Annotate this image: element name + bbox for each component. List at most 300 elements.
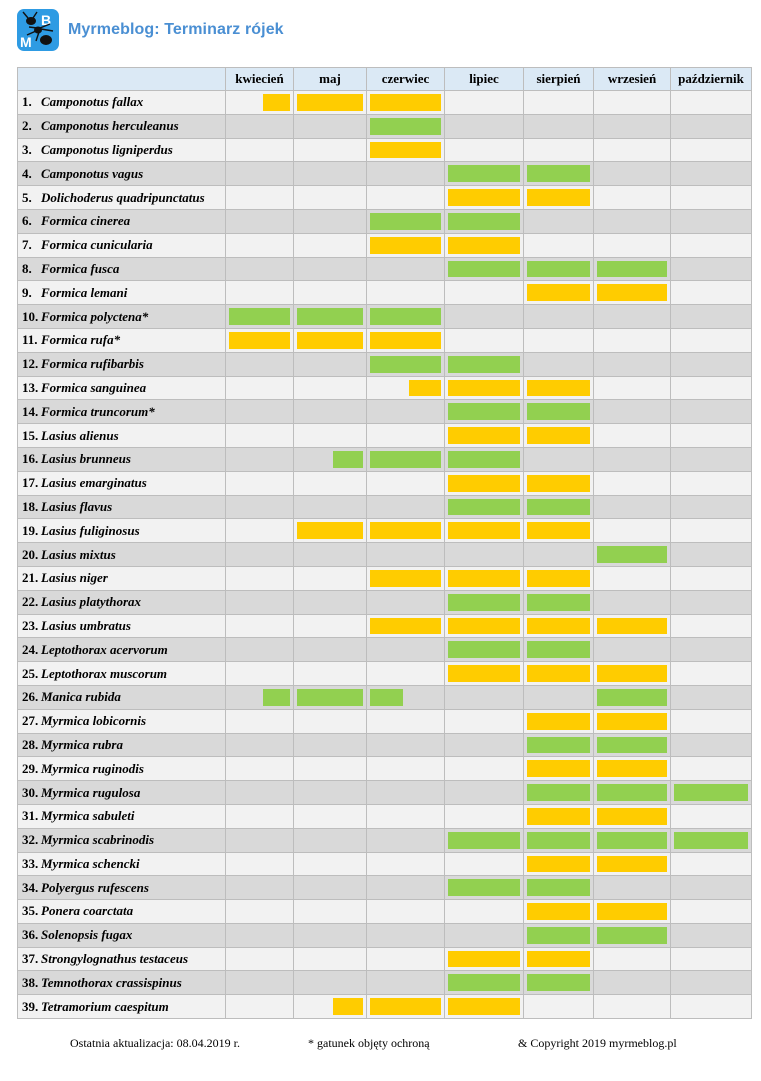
month-cell — [594, 162, 671, 186]
month-cell — [524, 209, 594, 233]
month-cell — [367, 281, 445, 305]
species-name: Dolichoderus quadripunctatus — [41, 189, 205, 205]
month-cell — [294, 138, 367, 162]
month-cell — [594, 757, 671, 781]
table-row — [18, 471, 752, 495]
swarm-bar-yellow — [370, 618, 441, 635]
month-cell — [594, 900, 671, 924]
month-cell — [367, 424, 445, 448]
species-number: 13. — [22, 379, 39, 395]
species-number: 6. — [22, 213, 32, 229]
species-name: Lasius fuliginosus — [41, 522, 140, 538]
table-row — [18, 257, 752, 281]
month-cell — [445, 614, 524, 638]
month-cell — [226, 614, 294, 638]
swarm-bar-yellow — [527, 951, 590, 968]
month-cell — [594, 233, 671, 257]
month-cell — [524, 91, 594, 115]
month-cell — [594, 114, 671, 138]
month-cell — [226, 757, 294, 781]
species-name: Formica polyctena* — [41, 308, 149, 324]
species-name: Solenopsis fugax — [41, 927, 133, 943]
species-name: Ponera coarctata — [41, 903, 134, 919]
table-row — [18, 162, 752, 186]
month-cell — [226, 519, 294, 543]
month-cell — [524, 923, 594, 947]
month-cell — [367, 114, 445, 138]
month-cell — [367, 91, 445, 115]
month-cell — [524, 971, 594, 995]
month-cell — [524, 543, 594, 567]
swarm-bar-green — [448, 879, 520, 896]
month-cell — [594, 138, 671, 162]
month-cell — [367, 828, 445, 852]
month-cell — [524, 376, 594, 400]
month-cell — [524, 757, 594, 781]
swarm-bar-green — [527, 927, 590, 944]
month-cell — [671, 733, 752, 757]
month-cell — [445, 852, 524, 876]
species-name: Lasius umbratus — [41, 617, 131, 633]
species-name-cell — [18, 614, 226, 638]
table-row — [18, 947, 752, 971]
month-cell — [367, 995, 445, 1019]
month-cell — [524, 709, 594, 733]
species-name: Lasius mixtus — [41, 546, 116, 562]
month-cell — [294, 971, 367, 995]
month-cell — [594, 424, 671, 448]
month-cell — [594, 995, 671, 1019]
month-cell — [445, 328, 524, 352]
species-name: Formica rufibarbis — [41, 356, 144, 372]
month-cell — [367, 519, 445, 543]
species-name: Formica fusca — [41, 260, 120, 276]
species-name: Myrmica scabrinodis — [41, 832, 155, 848]
month-cell — [671, 233, 752, 257]
species-name: Lasius niger — [41, 570, 108, 586]
month-cell — [294, 328, 367, 352]
swarm-bar-green — [597, 927, 667, 944]
month-cell — [367, 685, 445, 709]
swarm-bar-green — [448, 451, 520, 468]
table-row — [18, 519, 752, 543]
month-cell — [367, 733, 445, 757]
swarm-bar-yellow — [527, 808, 590, 825]
month-cell — [367, 495, 445, 519]
swarm-bar-green — [527, 499, 590, 516]
species-number: 12. — [22, 356, 39, 372]
month-cell — [294, 757, 367, 781]
month-cell — [445, 662, 524, 686]
swarm-bar-green — [229, 308, 290, 325]
month-cell — [294, 781, 367, 805]
month-cell — [671, 947, 752, 971]
table-row — [18, 590, 752, 614]
swarm-bar-green — [448, 594, 520, 611]
species-number: 3. — [22, 141, 32, 157]
swarm-bar-yellow — [448, 427, 520, 444]
month-cell — [524, 447, 594, 471]
month-cell — [524, 281, 594, 305]
month-cell — [671, 352, 752, 376]
swarm-bar-green — [527, 879, 590, 896]
month-cell — [671, 138, 752, 162]
species-name-cell — [18, 328, 226, 352]
month-cell — [671, 638, 752, 662]
month-cell — [294, 662, 367, 686]
month-cell — [226, 495, 294, 519]
swarm-bar-yellow — [597, 618, 667, 635]
table-header-row — [18, 68, 752, 91]
month-cell — [294, 900, 367, 924]
month-header: październik — [671, 68, 752, 91]
species-number: 18. — [22, 498, 39, 514]
table-row — [18, 186, 752, 210]
month-cell — [524, 114, 594, 138]
month-cell — [294, 828, 367, 852]
month-cell — [226, 162, 294, 186]
table-row — [18, 566, 752, 590]
swarm-bar-yellow — [448, 189, 520, 206]
month-cell — [524, 328, 594, 352]
swarm-bar-green — [448, 832, 520, 849]
month-cell — [226, 91, 294, 115]
species-number: 31. — [22, 808, 39, 824]
month-cell — [445, 638, 524, 662]
swarm-bar-green — [597, 832, 667, 849]
month-cell — [367, 876, 445, 900]
swarm-bar-green — [527, 594, 590, 611]
swarm-bar-yellow — [527, 665, 590, 682]
month-cell — [226, 971, 294, 995]
month-cell — [671, 114, 752, 138]
species-name: Camponotus fallax — [41, 94, 144, 110]
swarm-bar-yellow — [370, 998, 441, 1015]
species-name-cell — [18, 495, 226, 519]
species-name-cell — [18, 281, 226, 305]
species-name-cell — [18, 91, 226, 115]
month-cell — [445, 543, 524, 567]
swarm-bar-yellow — [597, 665, 667, 682]
month-cell — [671, 971, 752, 995]
species-number: 21. — [22, 570, 39, 586]
month-cell — [445, 400, 524, 424]
month-cell — [226, 424, 294, 448]
species-name: Strongylognathus testaceus — [41, 951, 189, 967]
month-cell — [594, 781, 671, 805]
month-cell — [524, 257, 594, 281]
month-cell — [671, 257, 752, 281]
month-cell — [294, 566, 367, 590]
species-name: Lasius flavus — [41, 498, 113, 514]
month-cell — [367, 590, 445, 614]
month-cell — [594, 804, 671, 828]
month-cell — [367, 638, 445, 662]
month-cell — [226, 781, 294, 805]
month-cell — [594, 400, 671, 424]
species-number: 32. — [22, 832, 39, 848]
month-cell — [445, 519, 524, 543]
copyright-text: & Copyright 2019 myrmeblog.pl — [518, 1036, 677, 1050]
swarm-bar-yellow — [448, 998, 520, 1015]
month-cell — [671, 852, 752, 876]
month-cell — [367, 162, 445, 186]
swarm-bar-yellow — [527, 760, 590, 777]
species-name: Formica lemani — [41, 284, 128, 300]
swarm-bar-yellow — [527, 903, 590, 920]
swarm-bar-yellow — [597, 856, 667, 873]
swarm-bar-green — [370, 356, 441, 373]
species-name: Myrmica lobicornis — [41, 713, 147, 729]
month-cell — [524, 400, 594, 424]
swarm-bar-yellow — [448, 951, 520, 968]
species-name: Leptothorax acervorum — [41, 641, 168, 657]
species-number: 14. — [22, 403, 39, 419]
month-cell — [594, 947, 671, 971]
species-number: 35. — [22, 903, 39, 919]
ant-logo-icon[interactable] — [17, 9, 59, 51]
month-cell — [671, 995, 752, 1019]
species-name-cell — [18, 638, 226, 662]
species-number: 8. — [22, 260, 32, 276]
month-cell — [294, 400, 367, 424]
species-name: Formica truncorum* — [41, 403, 155, 419]
month-cell — [294, 923, 367, 947]
month-cell — [524, 352, 594, 376]
month-cell — [524, 828, 594, 852]
month-cell — [367, 662, 445, 686]
species-number: 39. — [22, 998, 39, 1014]
table-row — [18, 495, 752, 519]
table-row — [18, 209, 752, 233]
month-cell — [226, 447, 294, 471]
month-cell — [367, 543, 445, 567]
species-number: 16. — [22, 451, 39, 467]
swarm-bar-yellow — [263, 94, 291, 111]
species-name-cell — [18, 471, 226, 495]
month-cell — [367, 757, 445, 781]
species-name-cell — [18, 257, 226, 281]
month-cell — [594, 495, 671, 519]
month-cell — [594, 590, 671, 614]
month-cell — [226, 709, 294, 733]
species-number: 28. — [22, 736, 39, 752]
species-name-cell — [18, 828, 226, 852]
month-header: kwiecień — [226, 68, 294, 91]
month-cell — [294, 91, 367, 115]
month-cell — [294, 995, 367, 1019]
month-cell — [367, 900, 445, 924]
svg-text:B: B — [41, 12, 52, 28]
swarm-bar-yellow — [527, 522, 590, 539]
species-number: 17. — [22, 475, 39, 491]
last-updated-text: Ostatnia aktualizacja: 08.04.2019 r. — [70, 1036, 240, 1050]
swarm-bar-yellow — [597, 284, 667, 301]
table-row — [18, 971, 752, 995]
species-name-cell — [18, 543, 226, 567]
month-cell — [294, 614, 367, 638]
month-cell — [226, 590, 294, 614]
swarming-schedule-table — [17, 67, 752, 1019]
species-name: Camponotus vagus — [41, 165, 144, 181]
month-cell — [226, 281, 294, 305]
swarm-bar-yellow — [448, 380, 520, 397]
swarm-bar-yellow — [370, 522, 441, 539]
month-cell — [445, 424, 524, 448]
species-number: 10. — [22, 308, 39, 324]
month-cell — [594, 733, 671, 757]
swarm-bar-green — [527, 261, 590, 278]
swarm-bar-green — [597, 784, 667, 801]
species-name-cell — [18, 709, 226, 733]
species-name: Myrmica sabuleti — [41, 808, 135, 824]
month-cell — [671, 876, 752, 900]
month-cell — [671, 495, 752, 519]
month-cell — [594, 328, 671, 352]
month-cell — [226, 400, 294, 424]
month-cell — [226, 995, 294, 1019]
species-name: Camponotus herculeanus — [41, 118, 179, 134]
swarm-bar-yellow — [527, 427, 590, 444]
swarm-bar-green — [370, 451, 441, 468]
table-row — [18, 685, 752, 709]
swarm-bar-yellow — [597, 808, 667, 825]
month-cell — [594, 257, 671, 281]
month-cell — [445, 186, 524, 210]
swarm-bar-yellow — [448, 665, 520, 682]
month-cell — [671, 305, 752, 329]
swarm-bar-yellow — [448, 237, 520, 254]
month-cell — [226, 352, 294, 376]
species-name-cell — [18, 757, 226, 781]
month-cell — [594, 352, 671, 376]
month-cell — [445, 828, 524, 852]
month-cell — [226, 828, 294, 852]
species-name-cell — [18, 876, 226, 900]
species-number: 1. — [22, 94, 32, 110]
month-cell — [671, 709, 752, 733]
swarm-bar-green — [448, 641, 520, 658]
species-name: Lasius brunneus — [41, 451, 131, 467]
month-cell — [445, 923, 524, 947]
month-cell — [367, 923, 445, 947]
month-cell — [671, 471, 752, 495]
species-name-cell — [18, 733, 226, 757]
month-cell — [594, 971, 671, 995]
swarm-bar-green — [674, 832, 748, 849]
swarm-bar-green — [448, 403, 520, 420]
species-number: 38. — [22, 974, 39, 990]
species-number: 34. — [22, 879, 39, 895]
month-cell — [226, 471, 294, 495]
species-name-cell — [18, 995, 226, 1019]
month-cell — [367, 186, 445, 210]
month-cell — [445, 471, 524, 495]
swarm-bar-green — [370, 689, 403, 706]
month-cell — [367, 400, 445, 424]
swarm-bar-green — [263, 689, 291, 706]
species-name-cell — [18, 138, 226, 162]
swarm-bar-yellow — [527, 570, 590, 587]
month-cell — [524, 519, 594, 543]
month-cell — [445, 281, 524, 305]
month-cell — [594, 519, 671, 543]
month-cell — [226, 257, 294, 281]
species-name: Formica cinerea — [41, 213, 131, 229]
month-cell — [524, 138, 594, 162]
species-name: Formica cunicularia — [41, 237, 153, 253]
month-cell — [671, 590, 752, 614]
month-cell — [594, 471, 671, 495]
species-name: Myrmica schencki — [41, 855, 140, 871]
species-name: Lasius platythorax — [41, 594, 142, 610]
swarm-bar-yellow — [370, 142, 441, 159]
species-name-cell — [18, 971, 226, 995]
species-name-cell — [18, 566, 226, 590]
month-cell — [671, 91, 752, 115]
swarm-bar-green — [527, 974, 590, 991]
species-name-cell — [18, 947, 226, 971]
svg-text:M: M — [20, 34, 32, 50]
month-cell — [294, 804, 367, 828]
month-header: maj — [294, 68, 367, 91]
species-number: 30. — [22, 784, 39, 800]
month-cell — [671, 209, 752, 233]
site-title[interactable]: Myrmeblog: Terminarz rójek — [68, 21, 284, 38]
month-cell — [671, 162, 752, 186]
month-cell — [524, 614, 594, 638]
swarm-bar-yellow — [333, 998, 363, 1015]
month-cell — [226, 186, 294, 210]
month-cell — [594, 91, 671, 115]
month-cell — [594, 447, 671, 471]
month-cell — [294, 281, 367, 305]
month-cell — [445, 352, 524, 376]
swarm-bar-green — [370, 308, 441, 325]
species-number: 5. — [22, 189, 32, 205]
table-row — [18, 138, 752, 162]
month-cell — [367, 447, 445, 471]
table-row — [18, 828, 752, 852]
month-cell — [594, 852, 671, 876]
species-number: 20. — [22, 546, 39, 562]
species-number: 4. — [22, 165, 32, 181]
month-cell — [445, 947, 524, 971]
table-row — [18, 447, 752, 471]
month-cell — [294, 733, 367, 757]
month-cell — [226, 662, 294, 686]
table-row — [18, 638, 752, 662]
species-name-cell — [18, 162, 226, 186]
month-cell — [594, 685, 671, 709]
month-cell — [524, 495, 594, 519]
swarm-bar-yellow — [370, 94, 441, 111]
month-cell — [294, 114, 367, 138]
month-cell — [594, 709, 671, 733]
swarm-bar-yellow — [597, 760, 667, 777]
table-row — [18, 995, 752, 1019]
table-row — [18, 328, 752, 352]
table-row — [18, 400, 752, 424]
page-header — [17, 8, 284, 52]
table-row — [18, 114, 752, 138]
month-cell — [294, 305, 367, 329]
month-cell — [671, 781, 752, 805]
month-cell — [226, 733, 294, 757]
species-number: 15. — [22, 427, 39, 443]
month-cell — [671, 447, 752, 471]
swarm-bar-green — [527, 403, 590, 420]
